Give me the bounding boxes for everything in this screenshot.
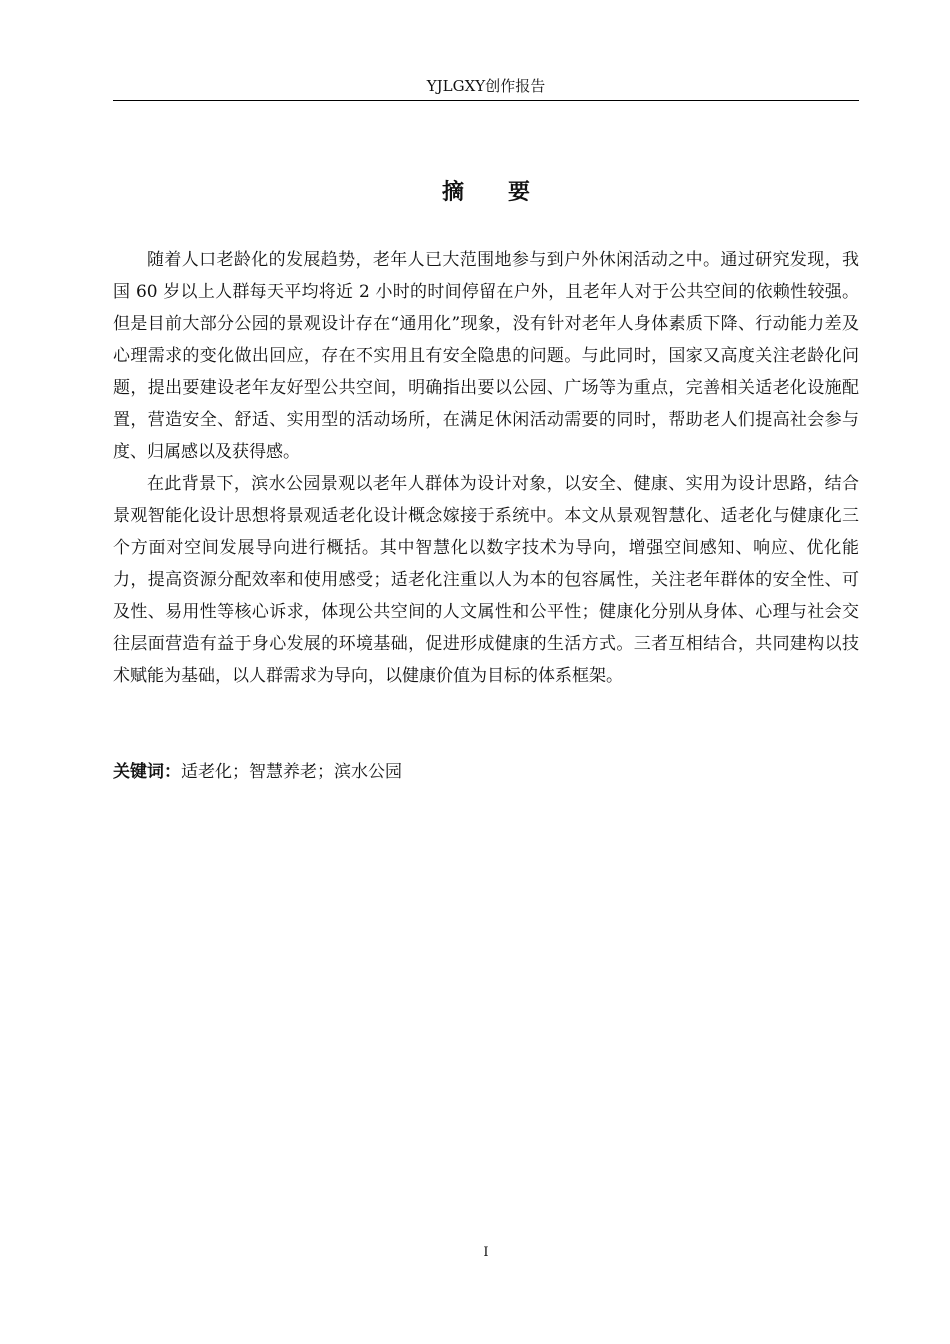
keywords-value: 适老化；智慧养老；滨水公园 — [181, 762, 402, 782]
abstract-title: 摘要 — [441, 180, 574, 205]
keywords-line — [113, 758, 859, 786]
keywords-label: 关键词： — [113, 762, 181, 782]
page-number: I — [483, 1245, 489, 1260]
abstract-paragraph: 在此背景下，滨水公园景观以老年人群体为设计对象，以安全、健康、实用为设计思路，结合景观智能化设计思想将景观适老化设计概念嫁接于系统中。本文从景观智慧化、适老化与健康化三个方面对空间发展导向进行概括。其中智慧化以数字技术为导向，增强空间感知、响应、优化能力，提高资源分配效率和使用感受；适老化注重以人为本的包容属性，关注老年群体的安全性、可及性、易用性等核心诉求，体现公共空间的人文属性和公平性；健康化分别从身体、心理与社会交往层面营造有益于身心发展的环境基础，促进形成健康的生活方式。三者互相结合，共同建构以技术赋能为基础，以人群需求为导向，以健康价值为目标的体系框架。 — [113, 474, 859, 686]
abstract-paragraph: 随着人口老龄化的发展趋势，老年人已大范围地参与到户外休闲活动之中。通过研究发现，我国 60 岁以上人群每天平均将近 2 小时的时间停留在户外，且老年人对于公共空间的依赖性较强。但是目前大部分公园的景观设计存在“通用化”现象，没有针对老年人身体素质下降、行动能力差及心理需求的变化做出回应，存在不实用且有安全隐患的问题。与此同时，国家又高度关注老龄化问题，提出要建设老年友好型公共空间，明确指出要以公园、广场等为重点，完善相关适老化设施配置，营造安全、舒适、实用型的活动场所，在满足休闲活动需要的同时，帮助老人们提高社会参与度、归属感以及获得感。 — [113, 250, 859, 462]
abstract-body — [113, 244, 859, 692]
page-header: YJLGXY创作报告 — [426, 77, 546, 95]
header-divider — [113, 100, 859, 101]
